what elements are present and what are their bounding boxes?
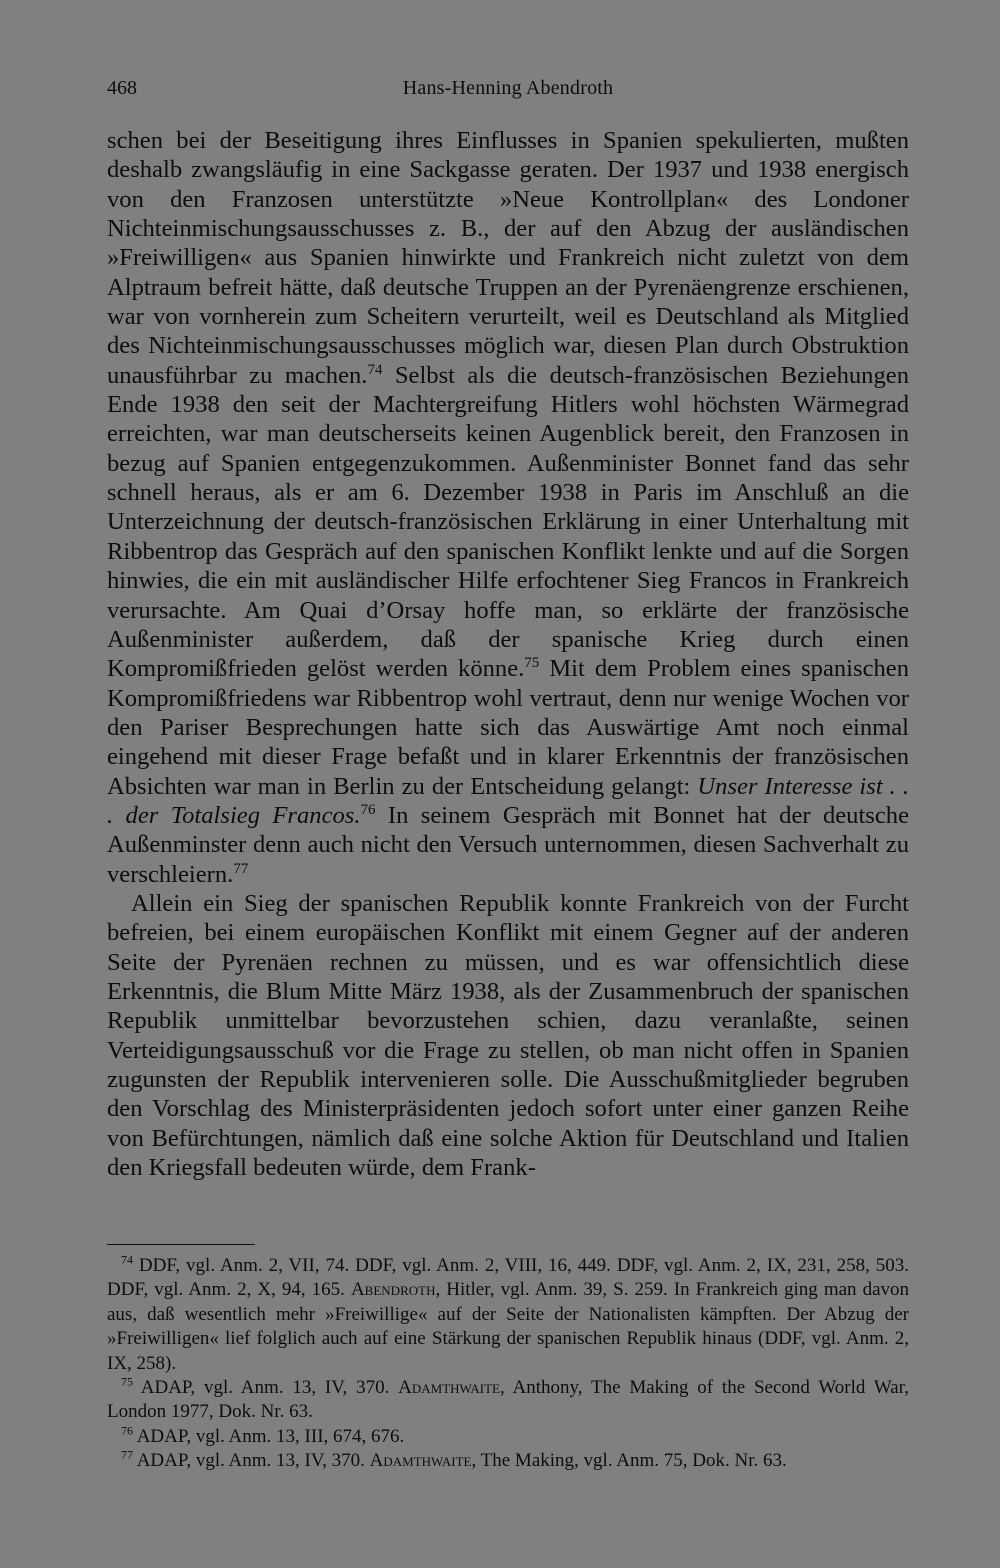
footnote-74-text-a: DDF, vgl. Anm. 2, VII, 74. DDF, vgl. Anm. 2, VIII, 16, 449. DDF, vgl. Anm. 2, IX, 231, 258, 503. DDF, vgl. Anm. 2, X, 94, 165. xyxy=(107,1255,909,1301)
footnote-75 xyxy=(107,1376,909,1425)
footnote-77 xyxy=(107,1449,909,1473)
footnote-77-text-a: ADAP, vgl. Anm. 13, IV, 370. xyxy=(133,1450,370,1472)
footnote-ref-75: 75 xyxy=(524,655,540,671)
footnote-74-author: Abendroth xyxy=(350,1279,436,1301)
footnote-75-number: 75 xyxy=(121,1374,133,1389)
footnote-75-text-b: , Anthony, The Making of the Second World War, London 1977, Dok. Nr. 63. xyxy=(107,1377,910,1423)
paragraph-1-text-d: In seinem Gespräch mit Bonnet hat der deutsche Außenminster denn auch nicht den Versuch unternommen, diesen Sachverhalt zu verschleiern. xyxy=(107,801,910,888)
main-text xyxy=(107,126,909,1182)
page-number: 468 xyxy=(107,77,137,99)
footnote-ref-74: 74 xyxy=(367,361,383,378)
footnote-77-number: 77 xyxy=(121,1447,133,1462)
footnote-75-author: Adamthwaite xyxy=(398,1377,500,1399)
paragraph-1-text-c: Mit dem Problem eines spanischen Kompromißfriedens war Ribbentrop wohl vertraut, denn nur wenige Wochen vor den Pariser Besprechungen hatte sich das Auswärtige Amt noch einmal eingehend mit dieser Frage befaßt und in klarer Erkenntnis der französischen Absichten war man in Berlin zu der Entscheidung gelangt: xyxy=(107,655,909,800)
footnote-divider xyxy=(107,1244,255,1245)
page-header xyxy=(107,72,909,104)
running-head: Hans-Henning Abendroth xyxy=(402,77,614,99)
footnotes xyxy=(107,1254,909,1474)
quotation: Unser Interesse ist . . . der Totalsieg Francos. xyxy=(107,772,909,829)
footnote-74 xyxy=(107,1254,909,1376)
footnote-75-text-a: ADAP, vgl. Anm. 13, IV, 370. xyxy=(133,1377,399,1399)
footnote-76-text-a: ADAP, vgl. Anm. 13, III, 674, 676. xyxy=(133,1425,405,1447)
paragraph-2: Allein ein Sieg der spanischen Republik konnte Frankreich von der Furcht befreien, bei einem europäischen Konflikt mit einem Gegner auf der anderen Seite der Pyrenäen rechnen zu müssen, und es war offensichtlich diese Erkenntnis, die Blum Mitte März 1938, als der Zusammenbruch der spanischen Republik unmittelbar bevorzustehen schien, dazu veranlaßte, seinen Verteidigungsausschuß vor die Frage zu stellen, ob man nicht offen in Spanien zugunsten der Republik intervenieren solle. Die Ausschußmitglieder begruben den Vorschlag des Ministerpräsidenten jedoch sofort unter einer ganzen Reihe von Befürchtungen, nämlich daß eine solche Aktion für Deutschland und Italien den Kriegsfall bedeuten würde, dem Frank- xyxy=(107,889,909,1182)
footnote-76 xyxy=(107,1425,909,1449)
footnote-74-number: 74 xyxy=(121,1252,133,1267)
footnote-77-text-b: , The Making, vgl. Anm. 75, Dok. Nr. 63. xyxy=(471,1450,787,1472)
footnote-ref-76: 76 xyxy=(360,801,376,818)
paragraph-1-text-b: Selbst als die deutsch-französischen Beziehungen Ende 1938 den seit der Machtergreifung Hitlers wohl höchsten Wärmegrad erreichten, war man deutscherseits keinen Augenblick bereit, den Franzosen in bezug auf Spanien entgegenzukommen. Außenminister Bonnet fand das sehr schnell heraus, als er am 6. Dezember 1938 in Paris im Anschluß an die Unterzeichnung der deutsch-französischen Erklärung in einer Unterhaltung mit Ribbentrop das Gespräch auf den spanischen Konflikt lenkte und auf die Sorgen hinwies, die ein mit ausländischer Hilfe erfochtener Sieg Francos in Frankreich verursachte. Am Quai d’Orsay hoffe man, so erklärte der französische Außenminister außerdem, daß der spanische Krieg durch einen Kompromißfrieden gelöst werden könne. xyxy=(107,361,909,683)
paragraph-1 xyxy=(107,126,909,889)
footnote-ref-77: 77 xyxy=(233,860,249,877)
paragraph-1-text-a: schen bei der Beseitigung ihres Einflusses in Spanien spekulierten, mußten deshalb zwangsläufig in eine Sackgasse geraten. Der 1937 und 1938 energisch von den Franzosen unterstützte »Neue Kontrollplan« des Londoner Nichteinmischungsausschusses z. B., der auf den Abzug der ausländischen »Freiwilligen« aus Spanien hinwirkte und Frankreich nicht zuletzt von dem Alptraum befreit hätte, daß deutsche Truppen an der Pyrenäengrenze erschienen, war von vornherein zum Scheitern verurteilt, weil es Deutschland als Mitglied des Nichteinmischungsausschusses möglich war, diesen Plan durch Obstruktion unausführbar zu machen. xyxy=(107,127,909,389)
footnote-76-number: 76 xyxy=(121,1423,133,1438)
footnote-77-author: Adamthwaite xyxy=(369,1450,472,1472)
footnote-74-text-b: , Hitler, vgl. Anm. 39, S. 259. In Frankreich ging man davon aus, daß wesentlich mehr »Freiwillige« auf der Seite der Nationalisten kämpften. Der Abzug der »Freiwilligen« lief folglich auch auf eine Stärkung der spanischen Republik hinaus (DDF, vgl. Anm. 2, IX, 258). xyxy=(107,1279,909,1374)
